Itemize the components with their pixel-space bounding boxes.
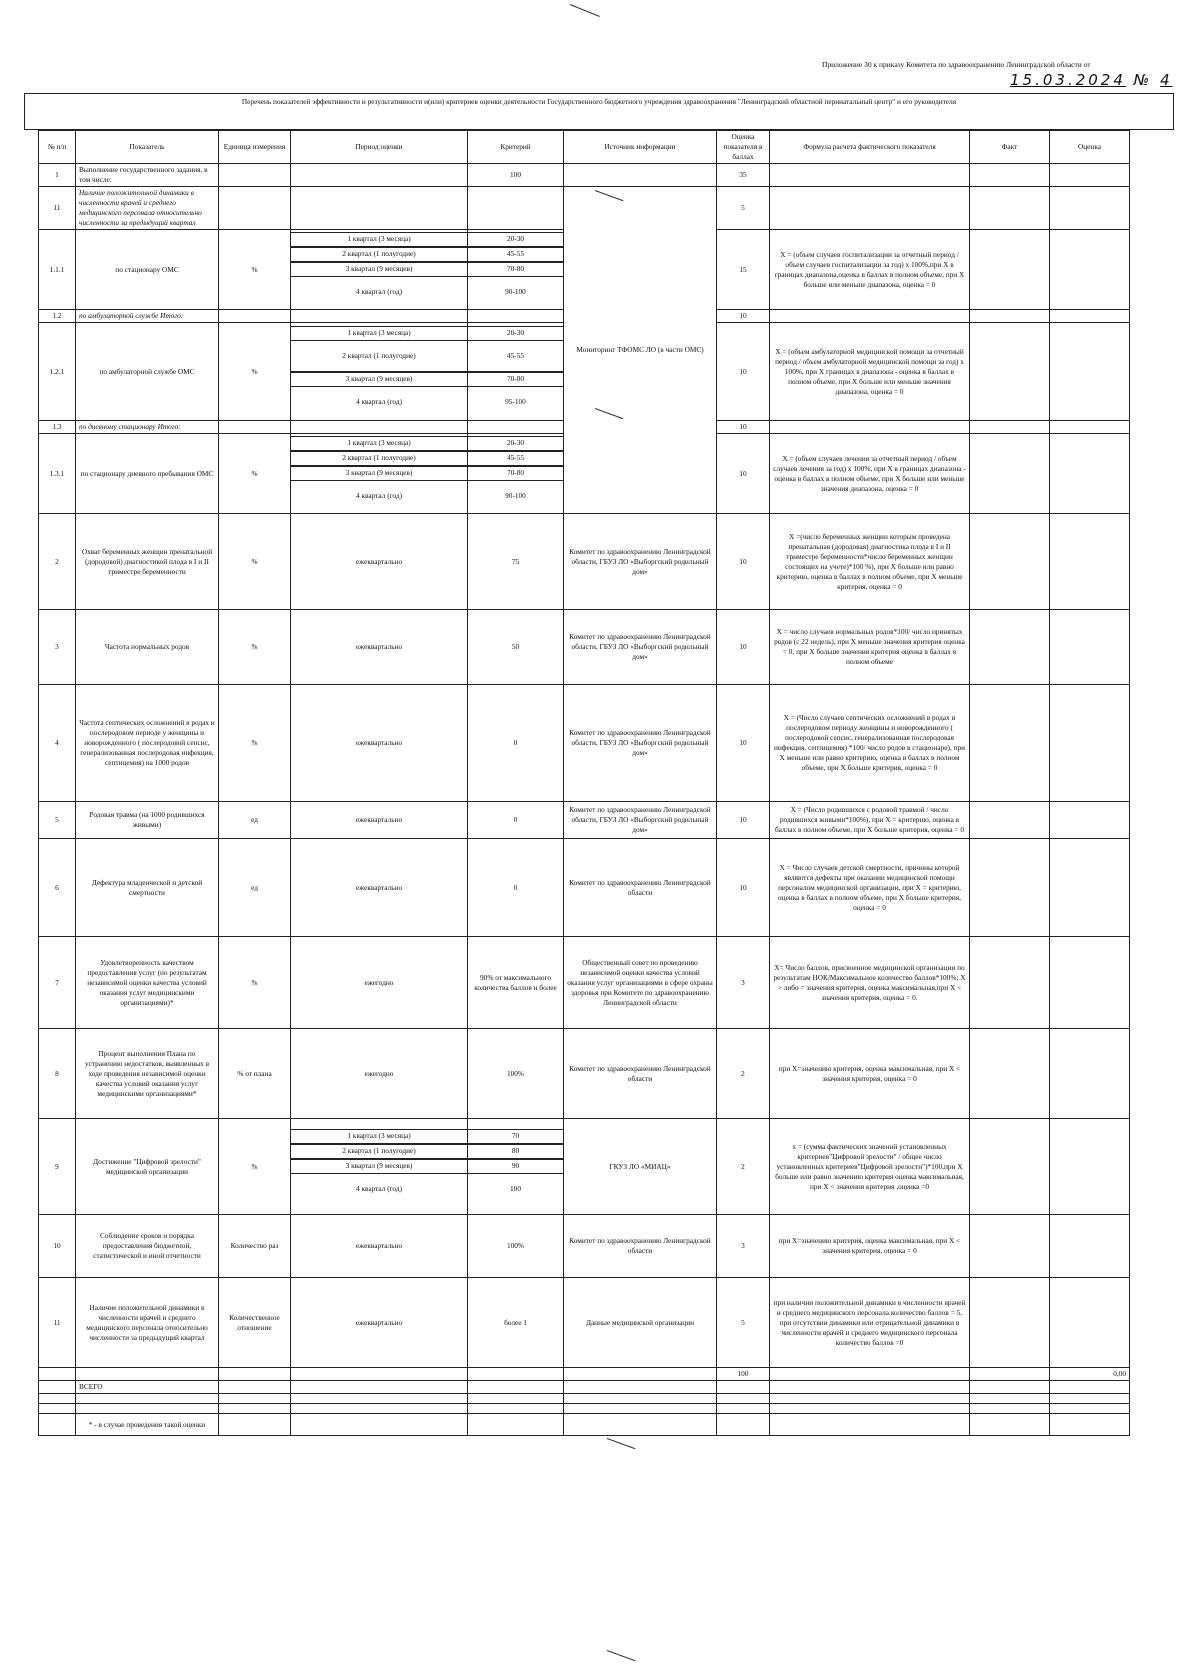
row-score: 10 [717, 310, 770, 323]
period-q2: 2 квартал (1 полугодие) [291, 451, 467, 466]
row-source: Комитет по здравоохранению Ленинградской области, ГБУЗ ЛО «Выборгский родильный дом» [564, 685, 717, 802]
row-formula: X =(число беременных женщин которым проведена пренатальная (дородовая) диагностика плода в I и II триместре беременности*число беременных женщин состоящих на учете)*100 %), при X больше или равно критерию, оценка в баллах в полном объеме, при X меньше критерия, оценка = 0 [770, 514, 970, 610]
row-num: 4 [39, 685, 76, 802]
total-grade: 0,00 [1050, 1368, 1130, 1381]
row-indicator: Соблюдение сроков и порядка предоставления бюджетной, статистической и иной отчетности [76, 1215, 219, 1278]
row-unit: % [219, 610, 291, 685]
col-source: Источник информации [564, 131, 717, 164]
row-num: 8 [39, 1029, 76, 1119]
row-unit: % [219, 1119, 291, 1215]
row-indicator: по амбулаторной службе ОМС [76, 323, 219, 421]
criteria-q3: 70-80 [468, 372, 563, 387]
row-indicator: Частота септических осложнений в родах и послеродовом периоде у женщины и новорожденного ( послеродовой сепсис, генерализованная послеродовая инфекция, септицемия) на 1000 родов [76, 685, 219, 802]
table-row [39, 685, 1130, 802]
row-unit: ед [219, 802, 291, 839]
row-indicator: Родовая травма (на 1000 родившихся живыми) [76, 802, 219, 839]
row-period: ежеквартально [291, 685, 468, 802]
row-formula: X = (объем случаев госпитализации за отчетный период / объем случаев госпитализации за год) x 100%,при X в границах диапазона,оценка в баллах в полном объеме, при X больше или меньше диапазона, оценка = 0 [770, 230, 970, 310]
indicators-table [38, 130, 1130, 1436]
handwritten-date [1010, 71, 1173, 89]
row-criteria: 90% от максимального количества баллов и более [468, 937, 564, 1029]
table-row [39, 937, 1130, 1029]
row-num: 1.3 [39, 421, 76, 434]
row-indicator: по амбулаторной службе Итого: [76, 310, 219, 323]
row-formula: при X=значению критерия, оценка максимальная, при X < значения критерия, оценка = 0 [770, 1029, 970, 1119]
row-num: 6 [39, 839, 76, 937]
row-period: ежеквартально [291, 802, 468, 839]
row-indicator: по дневному стационару Итого: [76, 421, 219, 434]
row-score: 10 [717, 685, 770, 802]
number-sign: № [1133, 71, 1153, 89]
row-criteria [468, 323, 564, 421]
criteria-q2: 45-55 [468, 247, 563, 262]
period-q4: 4 квартал (год) [355, 491, 403, 500]
table-row [39, 1029, 1130, 1119]
scan-stroke [570, 4, 600, 17]
row-criteria: 100 [468, 164, 564, 187]
row-indicator: Процент выполнения Плана по устранению недостатков, выявленных в ходе проведения независимой оценки качества условий оказания услуг медицинскими организациями* [76, 1029, 219, 1119]
row-period: ежеквартально [291, 514, 468, 610]
row-score: 2 [717, 1029, 770, 1119]
period-q1: 1 квартал (3 месяца) [291, 232, 467, 247]
row-criteria: 75 [468, 514, 564, 610]
row-period: ежегодно [291, 937, 468, 1029]
period-q4: 4 квартал (год) [355, 397, 403, 406]
row-criteria [468, 434, 564, 514]
row-score: 15 [717, 230, 770, 310]
row-num: 11 [39, 187, 76, 230]
period-q3: 3 квартал (9 месяцев) [291, 466, 467, 481]
row-formula: при X=значению критерия, оценка максимальная, при X < значения критерия, оценка = 0 [770, 1215, 970, 1278]
row-periods [291, 230, 468, 310]
sheet-title: Перечень показателей эффективности и результативности и(или) критериев оценки деятельности Государственного бюджетного учреждения здравоохранения "Ленинградский областной перинатальный центр" и его руководителя [24, 93, 1174, 130]
scan-stroke [607, 1650, 636, 1661]
footnote-row [39, 1414, 1130, 1436]
table-row [39, 1215, 1130, 1278]
row-period: ежегодно [291, 1029, 468, 1119]
row-score: 2 [717, 1119, 770, 1215]
table-row [39, 514, 1130, 610]
row-indicator: Выполнение государственного задания, в том числе: [76, 164, 219, 187]
row-criteria: 100% [468, 1029, 564, 1119]
row-score: 10 [717, 610, 770, 685]
row-indicator: Достижение "Цифровой зрелости" медицинской организации [76, 1119, 219, 1215]
row-num: 11 [39, 1278, 76, 1368]
row-indicator: Дефектура младенческой и детской смертности [76, 839, 219, 937]
row-num: 1.3.1 [39, 434, 76, 514]
row-indicator: Наличие положительной динамики в численности врачей и среднего медицинского персонала относительно численности за предыдущий квартал [76, 1278, 219, 1368]
table-row [39, 802, 1130, 839]
row-num: 7 [39, 937, 76, 1029]
scan-stroke [607, 1438, 636, 1449]
col-num: № п/п [39, 131, 76, 164]
row-indicator: по стационару дневного пребывания ОМС [76, 434, 219, 514]
row-score: 5 [717, 187, 770, 230]
row-criteria: 0 [468, 839, 564, 937]
row-unit: ед [219, 839, 291, 937]
row-formula: X = Число случаев детской смертности, причины которой являются дефекты при оказании медицинской помощи персоналом медицинской организации, при X = критерию, оценка в баллах в полном объеме, при X больше критерия, оценка = 0 [770, 839, 970, 937]
row-unit: % [219, 514, 291, 610]
row-num: 9 [39, 1119, 76, 1215]
row-score: 3 [717, 1215, 770, 1278]
row-num: 5 [39, 802, 76, 839]
criteria-q1: 20-30 [468, 232, 563, 247]
period-q2: 2 квартал (1 полугодие) [291, 247, 467, 262]
period-q3: 3 квартал (9 месяцев) [291, 1159, 467, 1174]
totals-label-row [39, 1381, 1130, 1394]
row-num: 1.2.1 [39, 323, 76, 421]
criteria-q2: 80 [468, 1144, 563, 1159]
row-source: Комитет по здравоохранению Ленинградской области [564, 1029, 717, 1119]
row-num: 3 [39, 610, 76, 685]
row-source: Мониторинг ТФОМС ЛО (в части ОМС) [564, 187, 717, 514]
period-q2: 2 квартал (1 полугодие) [291, 1144, 467, 1159]
row-indicator: Удовлетворенность качеством предоставления услуг (по результатам независимой оценки качества условий оказания услуг медицинскими организациями)* [76, 937, 219, 1029]
row-indicator: Наличие положительной динамики в численности врачей и среднего медицинского персонала относительно численности за предыдущий квартал [76, 187, 219, 230]
row-source: Комитет по здравоохранению Ленинградской области [564, 839, 717, 937]
table-row [39, 164, 1130, 187]
table-row [39, 1278, 1130, 1368]
row-criteria: более 1 [468, 1278, 564, 1368]
row-unit: Количественное отношение [219, 1278, 291, 1368]
row-period: ежеквартально [291, 839, 468, 937]
row-indicator: Охват беременных женщин пренатальной (дородовой) диагностикой плода в I и II триместре беременности [76, 514, 219, 610]
footnote: * - в случае проведения такой оценки [76, 1414, 219, 1436]
row-score: 10 [717, 323, 770, 421]
table-row [39, 1119, 1130, 1215]
row-num: 1.2 [39, 310, 76, 323]
header-row [39, 131, 1130, 164]
total-score: 100 [717, 1368, 770, 1381]
criteria-q1: 20-30 [468, 436, 563, 451]
row-source: Комитет по здравоохранению Ленинградской области [564, 1215, 717, 1278]
col-fact: Факт [970, 131, 1050, 164]
col-criteria: Критерий [468, 131, 564, 164]
row-periods [291, 1119, 468, 1215]
criteria-q4: 95-100 [505, 397, 526, 406]
row-score: 5 [717, 1278, 770, 1368]
row-formula: при наличии положительной динамики в численности врачей и среднего медицинского персонала количество баллов = 5, при отсутствии динамики или отрицательной динамики в численности врачей и среднего медицинского персонала количество баллов =0 [770, 1278, 970, 1368]
criteria-q4: 90-100 [505, 287, 526, 296]
row-source: Общественный совет по проведению независимой оценки качества условий оказания услуг организациями в сфере охраны здоровья при Комитете по здравоохранению Ленинградской области [564, 937, 717, 1029]
period-q1: 1 квартал (3 месяца) [291, 436, 467, 451]
row-score: 35 [717, 164, 770, 187]
criteria-q2: 45-55 [468, 451, 563, 466]
criteria-q1: 20-30 [468, 326, 563, 341]
row-criteria: 0 [468, 685, 564, 802]
row-formula: X= Число баллов, присвоенное медицинской организации по результатам НОК/Максимальное количество баллов*100%; X > либо = значения критерия, оценка максимальная,при X < значения критерия, оценка = 0. [770, 937, 970, 1029]
row-criteria [468, 1119, 564, 1215]
row-source: Комитет по здравоохранению Ленинградской области, ГБУЗ ЛО «Выборгский родильный дом» [564, 514, 717, 610]
row-period: ежеквартально [291, 1278, 468, 1368]
row-num: 1 [39, 164, 76, 187]
row-formula: X = (объем амбулаторной медицинской помощи за отчетный период / объем амбулаторной медицинской помощи за год) x 100%, при X границах в диапазона - оценка в баллах в полном объеме, при X больше или меньше значения диапазона, оценка = 0 [770, 323, 970, 421]
row-num: 1.1.1 [39, 230, 76, 310]
criteria-q3: 70-80 [468, 466, 563, 481]
row-formula: X = (Число случаев септических осложнений в родах и послеродовом периоду женщины и новорожденного ( послеродовой сепсис, генерализованная послеродовая инфекция, септицемия) *100/ число родов в стационаре), при X меньше или равно критерию, оценка в баллах в полном объеме, при X больше критерия, оценка = 0 [770, 685, 970, 802]
row-formula: X = число случаев нормальных родов*100/ число принятых родов (с 22 недель), при X меньше значения критерия оценка = 0, при X больше значения критерия оценка в баллах в полном объеме [770, 610, 970, 685]
table-row [39, 839, 1130, 937]
row-period: ежеквартально [291, 1215, 468, 1278]
row-periods [291, 323, 468, 421]
table-row [39, 610, 1130, 685]
row-source: Данные медицинской организации [564, 1278, 717, 1368]
row-score: 3 [717, 937, 770, 1029]
row-unit: % [219, 230, 291, 310]
order-number: 4 [1160, 71, 1173, 89]
criteria-q1: 70 [468, 1129, 563, 1144]
row-source: Комитет по здравоохранению Ленинградской области, ГБУЗ ЛО «Выборгский родильный дом» [564, 610, 717, 685]
period-q1: 1 квартал (3 месяца) [291, 326, 467, 341]
row-criteria [468, 230, 564, 310]
blank-row [39, 1404, 1130, 1414]
row-score: 10 [717, 514, 770, 610]
criteria-q2: 45-55 [468, 341, 563, 372]
criteria-q4: 100 [510, 1184, 521, 1193]
criteria-q3: 90 [468, 1159, 563, 1174]
row-score: 10 [717, 839, 770, 937]
row-source: Комитет по здравоохранению Ленинградской области, ГБУЗ ЛО «Выборгский родильный дом» [564, 802, 717, 839]
appendix-note: Приложение 30 к приказу Комитета по здравоохранению Ленинградской области от [822, 60, 1091, 69]
row-score: 10 [717, 802, 770, 839]
period-q2: 2 квартал (1 полугодие) [291, 341, 467, 372]
row-num: 2 [39, 514, 76, 610]
period-q3: 3 квартал (9 месяцев) [291, 372, 467, 387]
indicators-sheet [24, 93, 1176, 1429]
period-q4: 4 квартал (год) [355, 1184, 403, 1193]
period-q1: 1 квартал (3 месяца) [291, 1129, 467, 1144]
row-score: 10 [717, 421, 770, 434]
total-label: ВСЕГО [76, 1381, 219, 1394]
row-unit: Количество раз [219, 1215, 291, 1278]
row-periods [291, 434, 468, 514]
row-formula: x = (сумма фактических значений установленных критериев"Цифровой зрелости" / общее число установленных критериев"Цифровой зрелости")*100,при X больше или равно значению критерия оценка максимальная, при X < значения критерия ,оценка =0 [770, 1119, 970, 1215]
row-unit: % [219, 323, 291, 421]
row-criteria: 100% [468, 1215, 564, 1278]
row-criteria: 50 [468, 610, 564, 685]
row-formula: X = (объем случаев лечения за отчетный период / объем случаев лечения за год) x 100%, при X в границах диапазона - оценка в баллах в полном объеме, при X больше или меньше значения диапазона, оценка = 0 [770, 434, 970, 514]
col-formula: Формула расчета фактического показателя [770, 131, 970, 164]
col-indicator: Показатель [76, 131, 219, 164]
period-q4: 4 квартал (год) [355, 287, 403, 296]
row-unit: % [219, 937, 291, 1029]
row-num: 10 [39, 1215, 76, 1278]
row-indicator: Частота нормальных родов [76, 610, 219, 685]
row-period: ежеквартально [291, 610, 468, 685]
blank-row [39, 1394, 1130, 1404]
row-unit: % [219, 685, 291, 802]
totals-row [39, 1368, 1130, 1381]
criteria-q4: 90-100 [505, 491, 526, 500]
col-grade: Оценка [1050, 131, 1130, 164]
row-criteria: 0 [468, 802, 564, 839]
order-date: 15.03.2024 [1010, 71, 1126, 89]
row-unit: % от плана [219, 1029, 291, 1119]
table-row [39, 187, 1130, 230]
period-q3: 3 квартал (9 месяцев) [291, 262, 467, 277]
row-score: 10 [717, 434, 770, 514]
col-score: Оценка показателя в баллах [717, 131, 770, 164]
row-formula: X = (Число родившихся с родовой травмой / число родившихся живыми*100%), при X = критерию, оценка в баллах в полном объеме, при X больше критерия, оценка = 0 [770, 802, 970, 839]
criteria-q3: 70-80 [468, 262, 563, 277]
col-unit: Единица измерения [219, 131, 291, 164]
col-period: Период оценки [291, 131, 468, 164]
row-unit: % [219, 434, 291, 514]
row-source: ГКУЗ ЛО «МИАЦ» [564, 1119, 717, 1215]
row-indicator: по стационару ОМС [76, 230, 219, 310]
